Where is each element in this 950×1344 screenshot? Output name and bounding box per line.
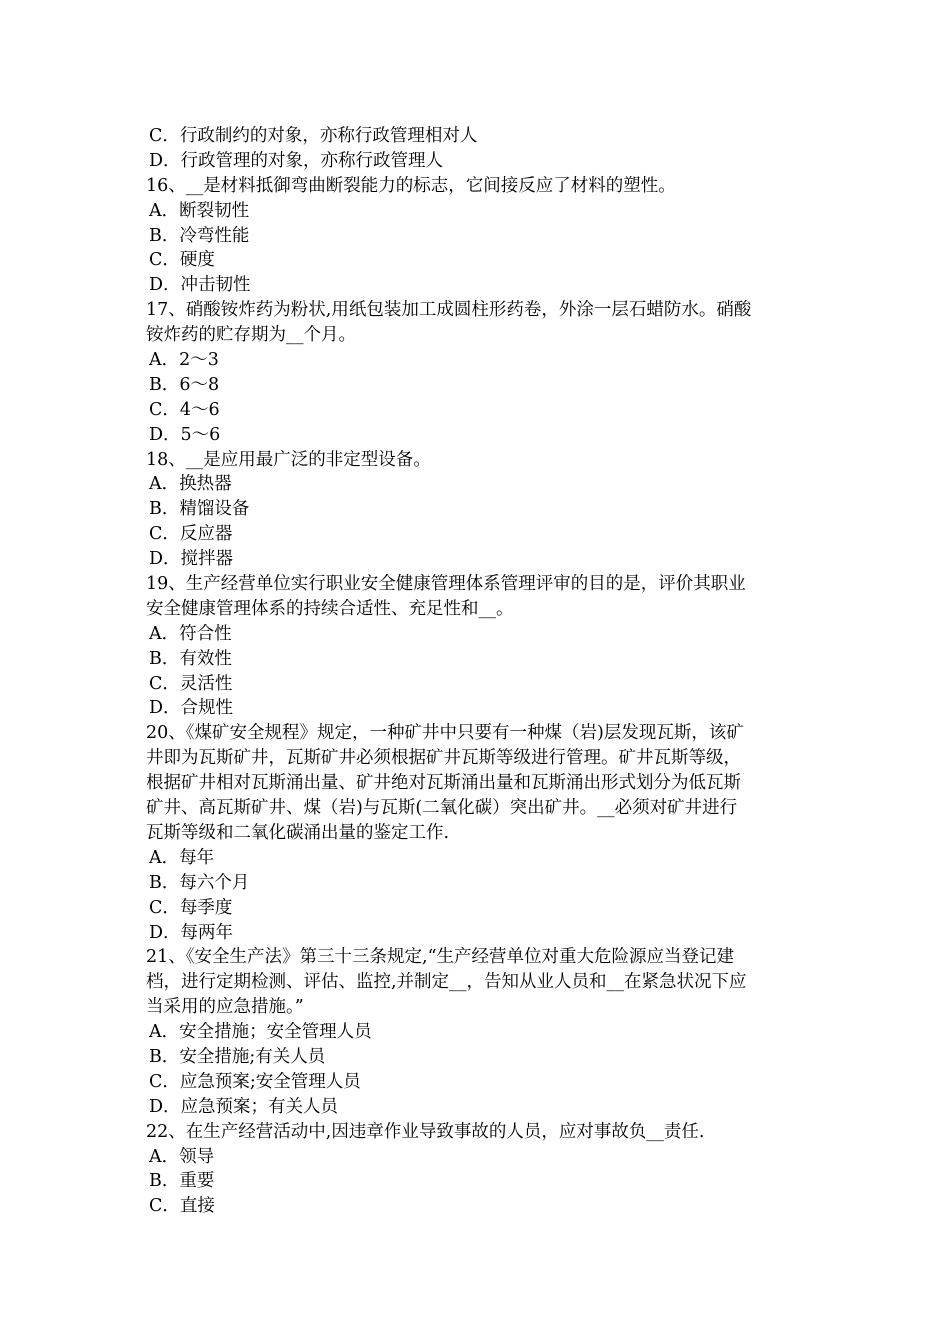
answer-option-line: C．每季度 (149, 897, 233, 918)
answer-option-line: C．灵活性 (149, 673, 233, 694)
question-text-line: 矿井、高瓦斯矿井、煤（岩)与瓦斯(二氧化碳）突出矿井。__必须对矿井进行 (146, 798, 738, 819)
answer-option-line: C．行政制约的对象，亦称行政管理相对人 (149, 126, 478, 146)
answer-option-line: B．每六个月 (149, 872, 250, 893)
answer-option-line: A．2～3 (149, 350, 219, 371)
answer-option-line: D．5～6 (149, 424, 221, 445)
answer-option-line: A．安全措施；安全管理人员 (149, 1022, 372, 1043)
answer-option-line: B．冷弯性能 (149, 225, 250, 246)
question-text-line: 19、生产经营单位实行职业安全健康管理体系管理评审的目的是，评价其职业 (146, 574, 746, 595)
answer-option-line: B．6～8 (149, 374, 220, 395)
document-page (146, 124, 811, 1219)
question-text-line: 安全健康管理体系的持续合适性、充足性和__。 (146, 598, 514, 619)
answer-option-line: B．安全措施;有关人员 (149, 1046, 326, 1067)
answer-option-line: A．断裂韧性 (149, 200, 250, 221)
question-text-line: 档，进行定期检测、评估、监控,并制定__，告知从业人员和__在紧急状况下应 (146, 972, 747, 993)
answer-option-line: A．领导 (149, 1146, 215, 1167)
question-text-line: 17、硝酸铵炸药为粉状,用纸包装加工成圆柱形药卷，外涂一层石蜡防水。硝酸 (146, 300, 752, 321)
answer-option-line: D．冲击韧性 (149, 275, 251, 296)
answer-option-line: B．重要 (149, 1171, 215, 1192)
answer-option-line: D．每两年 (149, 922, 234, 943)
question-text-line: 22、在生产经营活动中,因违章作业导致事故的人员，应对事故负__责任. (146, 1121, 705, 1142)
question-text-line: 20、《煤矿安全规程》规定，一种矿井中只要有一种煤（岩)层发现瓦斯，该矿 (146, 723, 744, 744)
answer-option-line: C．应急预案;安全管理人员 (149, 1071, 361, 1092)
answer-option-line: B．有效性 (149, 648, 232, 669)
answer-option-line: D．搅拌器 (149, 549, 234, 570)
answer-option-line: A．符合性 (149, 623, 232, 644)
question-text-line: 根据矿井相对瓦斯涌出量、矿井绝对瓦斯涌出量和瓦斯涌出形式划分为低瓦斯 (146, 773, 741, 794)
answer-option-line: A．换热器 (149, 474, 232, 495)
answer-option-line: B．精馏设备 (149, 499, 250, 520)
answer-option-line: A．每年 (149, 847, 215, 868)
question-text-line: 井即为瓦斯矿井，瓦斯矿井必须根据矿井瓦斯等级进行管理。矿井瓦斯等级， (146, 748, 741, 769)
question-text-line: 18、__是应用最广泛的非定型设备。 (146, 449, 431, 470)
question-text-line: 当采用的应急措施。” (146, 997, 304, 1018)
question-text-line: 21、《安全生产法》第三十三条规定,“生产经营单位对重大危险源应当登记建 (146, 947, 735, 968)
question-text-line: 16、__是材料抵御弯曲断裂能力的标志，它间接反应了材料的塑性。 (146, 175, 676, 196)
answer-option-line: D．合规性 (149, 698, 234, 719)
answer-option-line: C．硬度 (149, 250, 215, 271)
question-text-line: 铵炸药的贮存期为__个月。 (146, 325, 356, 346)
answer-option-line: C．反应器 (149, 524, 233, 545)
answer-option-line: D．行政管理的对象，亦称行政管理人 (149, 150, 444, 171)
answer-option-line: C．直接 (149, 1196, 215, 1217)
answer-option-line: D．应急预案；有关人员 (149, 1096, 339, 1117)
answer-option-line: C．4～6 (149, 399, 220, 420)
question-text-line: 瓦斯等级和二氧化碳涌出量的鉴定工作. (146, 822, 450, 843)
